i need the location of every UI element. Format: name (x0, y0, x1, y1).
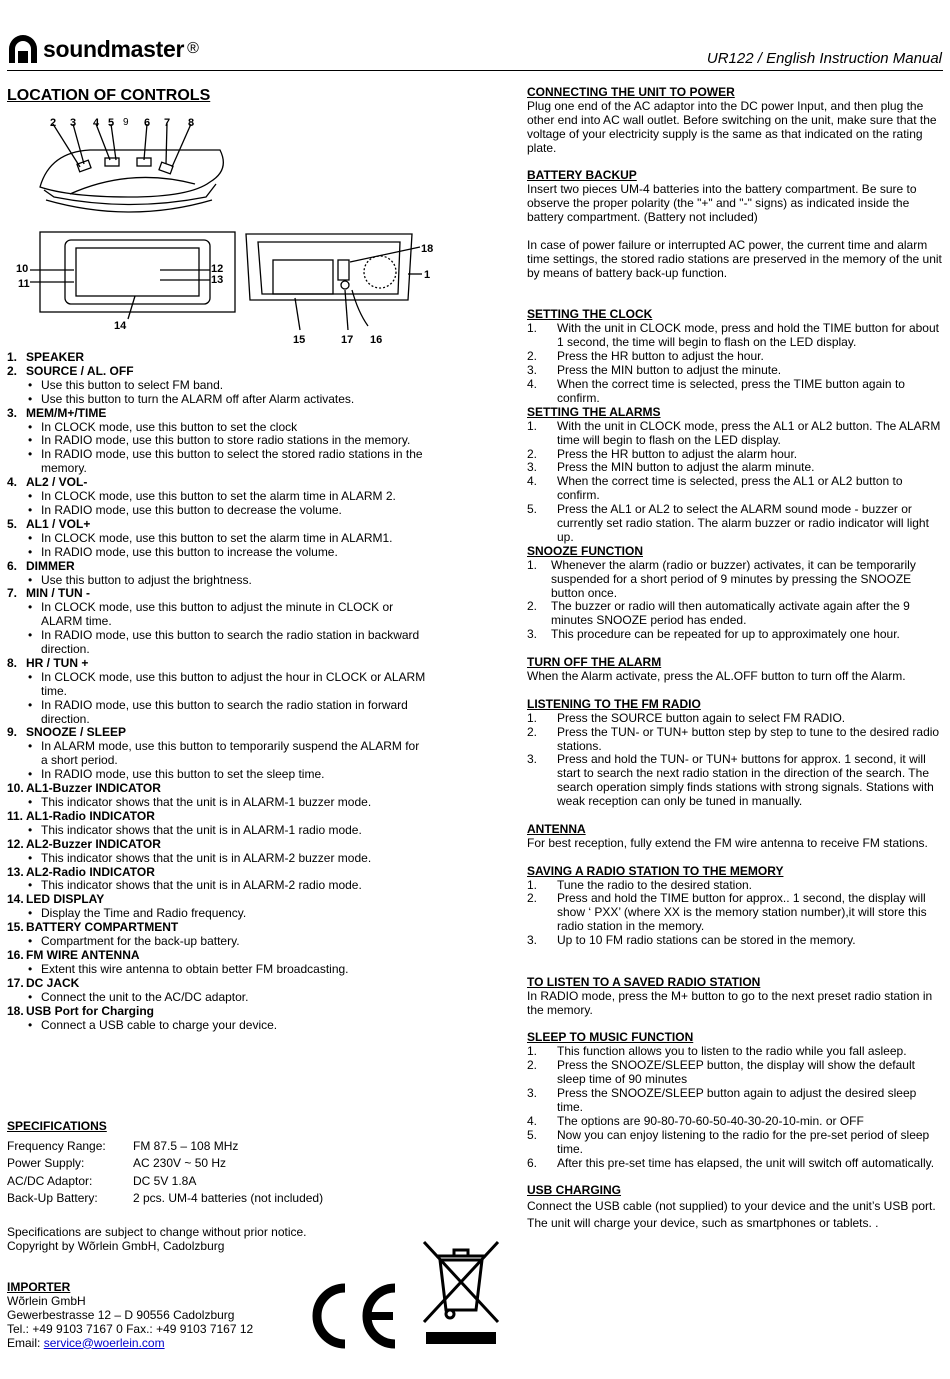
antenna-title: ANTENNA (527, 821, 586, 836)
control-description: • Display the Time and Radio frequency. (7, 907, 427, 921)
step-item: 4. The options are 90-80-70-60-50-40-30-20-10-min. or OFF (527, 1113, 864, 1128)
clock-steps (527, 322, 943, 405)
diagram-label-3: 3 (70, 117, 77, 129)
control-label: AL2-Radio INDICATOR (26, 864, 155, 879)
diagram-label-7: 7 (164, 117, 171, 129)
control-item: 16. FM WIRE ANTENNA (7, 947, 140, 962)
control-label: BATTERY COMPARTMENT (26, 920, 179, 935)
turnoff-title: TURN OFF THE ALARM (527, 655, 662, 670)
step-item: 2. Press the HR button to adjust the alarm hour. (527, 446, 798, 461)
clock-title: SETTING THE CLOCK (527, 307, 653, 322)
diagram-label-4: 4 (93, 117, 100, 129)
control-label: AL2-Buzzer INDICATOR (26, 836, 161, 851)
ce-mark-icon (305, 1282, 400, 1350)
diagram-label-15: 15 (293, 334, 306, 346)
spec-row: Power Supply: AC 230V ~ 50 Hz (7, 1156, 227, 1171)
location-title: LOCATION OF CONTROLS (7, 87, 211, 104)
step-item: 2. Press and hold the TIME button for approx.. 1 second, the display will show ‘ PXX’ (where XX is the memory station number),it will store this radio station in the memory. (527, 891, 927, 934)
listen-text: In RADIO mode, press the M+ button to go to the next preset radio station in the memory. (527, 988, 933, 1017)
step-item: 2. Press the SNOOZE/SLEEP button, the display will show the default sleep time of 90 minutes (527, 1058, 915, 1087)
control-item: 4. AL2 / VOL- (7, 475, 88, 490)
diagram-label-6: 6 (144, 117, 151, 129)
control-item: 14. LED DISPLAY (7, 892, 105, 907)
control-description: • This indicator shows that the unit is in ALARM-1 radio mode. (7, 824, 427, 838)
saving-steps (527, 879, 943, 949)
step-item: 4. When the correct time is selected, press the AL1 or AL2 button to confirm. (527, 474, 903, 503)
control-description: • In RADIO mode, use this button to search the radio station in backward direction. (7, 629, 427, 657)
control-description: • Connect the unit to the AC/DC adaptor. (7, 991, 427, 1005)
battery-text: Insert two pieces UM-4 batteries into the battery compartment. Be sure to observe the proper polarity (the "+" and "-" signs) as indicated inside the battery compartment. (Battery not included) (527, 182, 917, 225)
control-description: • In RADIO mode, use this button to decrease the volume. (7, 504, 427, 518)
control-description: • In ALARM mode, use this button to temporarily suspend the ALARM for a short period. (7, 740, 427, 768)
diagram-label-14: 14 (114, 320, 127, 332)
brand-name: soundmaster (43, 35, 185, 62)
snooze-steps (527, 559, 943, 642)
specifications-section (7, 1120, 437, 1254)
control-item: 12. AL2-Buzzer INDICATOR (7, 836, 161, 851)
control-label: SOURCE / AL. OFF (26, 363, 134, 378)
control-description: • In RADIO mode, use this button to store radio stations in the memory. (7, 434, 427, 448)
control-label: SNOOZE / SLEEP (26, 725, 127, 740)
control-item: 9. SNOOZE / SLEEP (7, 725, 127, 740)
diagram-label-13: 13 (211, 274, 224, 286)
diagram-label-2: 2 (50, 117, 57, 129)
manual-title: UR122 / English Instruction Manual (706, 50, 942, 67)
importer-section (7, 1281, 307, 1351)
control-item: 5. AL1 / VOL+ (7, 516, 91, 531)
control-description: • Use this button to select FM band. (7, 379, 427, 393)
step-item: 3. Press and hold the TUN- or TUN+ buttons for approx. 1 second, it will start to search the next radio station in the direction of the search. The search operation simply finds stations with strong signals. Stations with weak reception can only be tuned in manually. (527, 752, 934, 809)
control-item: 13. AL2-Radio INDICATOR (7, 864, 155, 879)
control-description: • This indicator shows that the unit is in ALARM-2 buzzer mode. (7, 852, 427, 866)
control-description: • In RADIO mode, use this button to search the radio station in forward direction. (7, 699, 427, 727)
control-description: • This indicator shows that the unit is in ALARM-1 buzzer mode. (7, 796, 427, 810)
controls-diagram (10, 112, 440, 347)
fm-steps (527, 712, 943, 809)
email-link[interactable]: service@woerlein.com (43, 1335, 165, 1350)
control-description: • Compartment for the back-up battery. (7, 935, 427, 949)
control-description: • In CLOCK mode, use this button to adjust the minute in CLOCK or ALARM time. (7, 601, 427, 629)
step-item: 1. This function allows you to listen to the radio while you fall asleep. (527, 1044, 907, 1059)
control-label: USB Port for Charging (26, 1003, 154, 1018)
control-description: • In CLOCK mode, use this button to set the alarm time in ALARM 2. (7, 490, 427, 504)
step-item: 1. Press the SOURCE button again to select FM RADIO. (527, 710, 846, 725)
control-item: 11. AL1-Radio INDICATOR (7, 808, 155, 823)
power-text: Plug one end of the AC adaptor into the DC power Input, and then plug the other end into AC wall outlet. Before switching on the unit, make sure that the voltage of your electricity supply is the same as that indicated on the rating plate. (527, 98, 937, 155)
control-item: 8. HR / TUN + (7, 655, 89, 670)
snooze-title: SNOOZE FUNCTION (527, 543, 643, 558)
control-description: • In RADIO mode, use this button to select the stored radio stations in the memory. (7, 448, 427, 476)
turnoff-text: When the Alarm activate, press the AL.OFF button to turn off the Alarm. (527, 668, 906, 683)
right-column (527, 86, 943, 1232)
control-label: HR / TUN + (26, 655, 89, 670)
control-description: • This indicator shows that the unit is in ALARM-2 radio mode. (7, 879, 427, 893)
diagram-label-11: 11 (18, 278, 30, 290)
antenna-text: For best reception, fully extend the FM wire antenna to receive FM stations. (527, 835, 928, 850)
control-item: 18. USB Port for Charging (7, 1003, 154, 1018)
control-item: 3. MEM/M+/TIME (7, 405, 107, 420)
control-item: 2. SOURCE / AL. OFF (7, 363, 134, 378)
control-item: 10. AL1-Buzzer INDICATOR (7, 781, 161, 796)
weee-crossed-bin-icon (420, 1238, 502, 1348)
step-item: 6. After this pre-set time has elapsed, the unit will switch off automatically. (527, 1155, 935, 1170)
importer-phone: Tel.: +49 9103 7167 0 Fax.: +49 9103 7167 12 (7, 1321, 254, 1336)
controls-list (7, 351, 427, 1032)
header-divider (7, 70, 943, 71)
battery-text-2: In case of power failure or interrupted AC power, the current time and alarm time settings, the stored radio stations are preserved in the memory of the unit by means of battery back-up function. (527, 237, 942, 280)
specifications-title: SPECIFICATIONS (7, 1119, 107, 1133)
sleep-steps (527, 1045, 943, 1170)
importer-name: Wõrlein GmbH (7, 1293, 86, 1308)
control-label: LED DISPLAY (26, 892, 105, 907)
diagram-label-9: 9 (123, 117, 129, 128)
control-label: AL2 / VOL- (26, 475, 88, 490)
soundmaster-logo-icon (7, 33, 39, 65)
control-label: AL1-Buzzer INDICATOR (26, 781, 161, 796)
sleep-title: SLEEP TO MUSIC FUNCTION (527, 1030, 694, 1045)
fm-title: LISTENING TO THE FM RADIO (527, 696, 701, 711)
step-item: 4. When the correct time is selected, press the TIME button again to confirm. (527, 376, 905, 405)
control-label: MIN / TUN - (26, 586, 90, 601)
control-description: • Connect a USB cable to charge your device. (7, 1019, 427, 1033)
diagram-label-10: 10 (16, 263, 29, 275)
spec-row: Frequency Range: FM 87.5 – 108 MHz (7, 1138, 239, 1153)
spec-row: AC/DC Adaptor: DC 5V 1.8A (7, 1173, 197, 1188)
step-item: 1. With the unit in CLOCK mode, press and hold the TIME button for about 1 second, the time will begin to flash on the LED display. (527, 321, 939, 350)
step-item: 3. Up to 10 FM radio stations can be stored in the memory. (527, 933, 856, 948)
diagram-label-18: 18 (421, 243, 434, 255)
diagram-label-17: 17 (341, 334, 354, 346)
control-description: • In RADIO mode, use this button to increase the volume. (7, 546, 427, 560)
control-label: AL1-Radio INDICATOR (26, 808, 155, 823)
spec-note: Specifications are subject to change without prior notice. (7, 1224, 307, 1239)
control-label: SPEAKER (26, 350, 85, 364)
control-item: 7. MIN / TUN - (7, 586, 90, 601)
battery-title: BATTERY BACKUP (527, 168, 637, 183)
control-item: 17. DC JACK (7, 975, 80, 990)
control-description: • In CLOCK mode, use this button to set the clock (7, 421, 427, 435)
control-description: • Extent this wire antenna to obtain better FM broadcasting. (7, 963, 427, 977)
usb-text: Connect the USB cable (not supplied) to your device and the unit’s USB port. The unit will charge your device, such as smartphones or tablets. . (527, 1199, 936, 1231)
diagram-label-1: 1 (424, 269, 431, 281)
control-item: 15. BATTERY COMPARTMENT (7, 920, 179, 935)
step-item: 5. Now you can enjoy listening to the radio for the pre-set period of sleep time. (527, 1127, 930, 1156)
control-label: MEM/M+/TIME (26, 405, 107, 420)
power-title: CONNECTING THE UNIT TO POWER (527, 85, 735, 99)
control-item: 6. DIMMER (7, 558, 75, 573)
importer-title: IMPORTER (7, 1280, 71, 1294)
importer-address: Gewerbestrasse 12 – D 90556 Cadolzburg (7, 1307, 235, 1322)
control-description: • In CLOCK mode, use this button to set the alarm time in ALARM1. (7, 532, 427, 546)
step-item: 3. Press the SNOOZE/SLEEP button again to adjust the desired sleep time. (527, 1086, 917, 1114)
step-item: 3. Press the MIN button to adjust the alarm minute. (527, 460, 815, 475)
diagram-label-16: 16 (370, 334, 383, 346)
step-item: 3. This procedure can be repeated for up to approximately one hour. (527, 627, 900, 642)
importer-email-line: Email: service@woerlein.com (7, 1335, 165, 1350)
control-label: DIMMER (26, 558, 75, 573)
step-item: 1. With the unit in CLOCK mode, press the AL1 or AL2 button. The ALARM time will begin to flash on the LED display. (527, 418, 941, 447)
step-item: 2. Press the HR button to adjust the hour. (527, 349, 764, 364)
alarms-title: SETTING THE ALARMS (527, 404, 661, 419)
step-item: 1. Whenever the alarm (radio or buzzer) activates, it can be temporarily suspended for a short period of 9 minutes by pressing the SNOOZE button once. (527, 557, 916, 600)
diagram-label-5: 5 (108, 117, 115, 129)
saving-title: SAVING A RADIO STATION TO THE MEMORY (527, 863, 784, 878)
control-description: • In RADIO mode, use this button to set the sleep time. (7, 768, 427, 782)
listen-title: TO LISTEN TO A SAVED RADIO STATION (527, 974, 761, 989)
control-item: 1. SPEAKER (7, 350, 85, 364)
diagram-label-12: 12 (211, 263, 224, 275)
step-item: 2. Press the TUN- or TUN+ button step by step to tune to the desired radio stations. (527, 724, 940, 753)
registered-mark: ® (187, 40, 199, 57)
diagram-label-8: 8 (188, 117, 195, 129)
step-item: 1. Tune the radio to the desired station. (527, 877, 753, 892)
step-item: 2. The buzzer or radio will then automatically activate again after the 9 minutes SNOOZE period has ended. (527, 599, 910, 628)
alarms-steps (527, 420, 943, 545)
copyright: Copyright by Wõrlein GmbH, Cadolzburg (7, 1238, 225, 1253)
control-description: • Use this button to adjust the brightness. (7, 574, 427, 588)
step-item: 5. Press the AL1 or AL2 to select the ALARM sound mode - buzzer or currently set radio station. The alarm buzzer or radio indicator will light up. (527, 502, 929, 544)
control-label: DC JACK (26, 975, 80, 990)
control-description: • Use this button to turn the ALARM off after Alarm activates. (7, 393, 427, 407)
step-item: 3. Press the MIN button to adjust the minute. (527, 363, 782, 378)
spec-row: Back-Up Battery: 2 pcs. UM-4 batteries (not included) (7, 1191, 324, 1206)
control-label: FM WIRE ANTENNA (26, 947, 140, 962)
control-label: AL1 / VOL+ (26, 516, 91, 531)
usb-title: USB CHARGING (527, 1183, 622, 1198)
brand-logo (7, 32, 199, 66)
control-description: • In CLOCK mode, use this button to adjust the hour in CLOCK or ALARM time. (7, 671, 427, 699)
